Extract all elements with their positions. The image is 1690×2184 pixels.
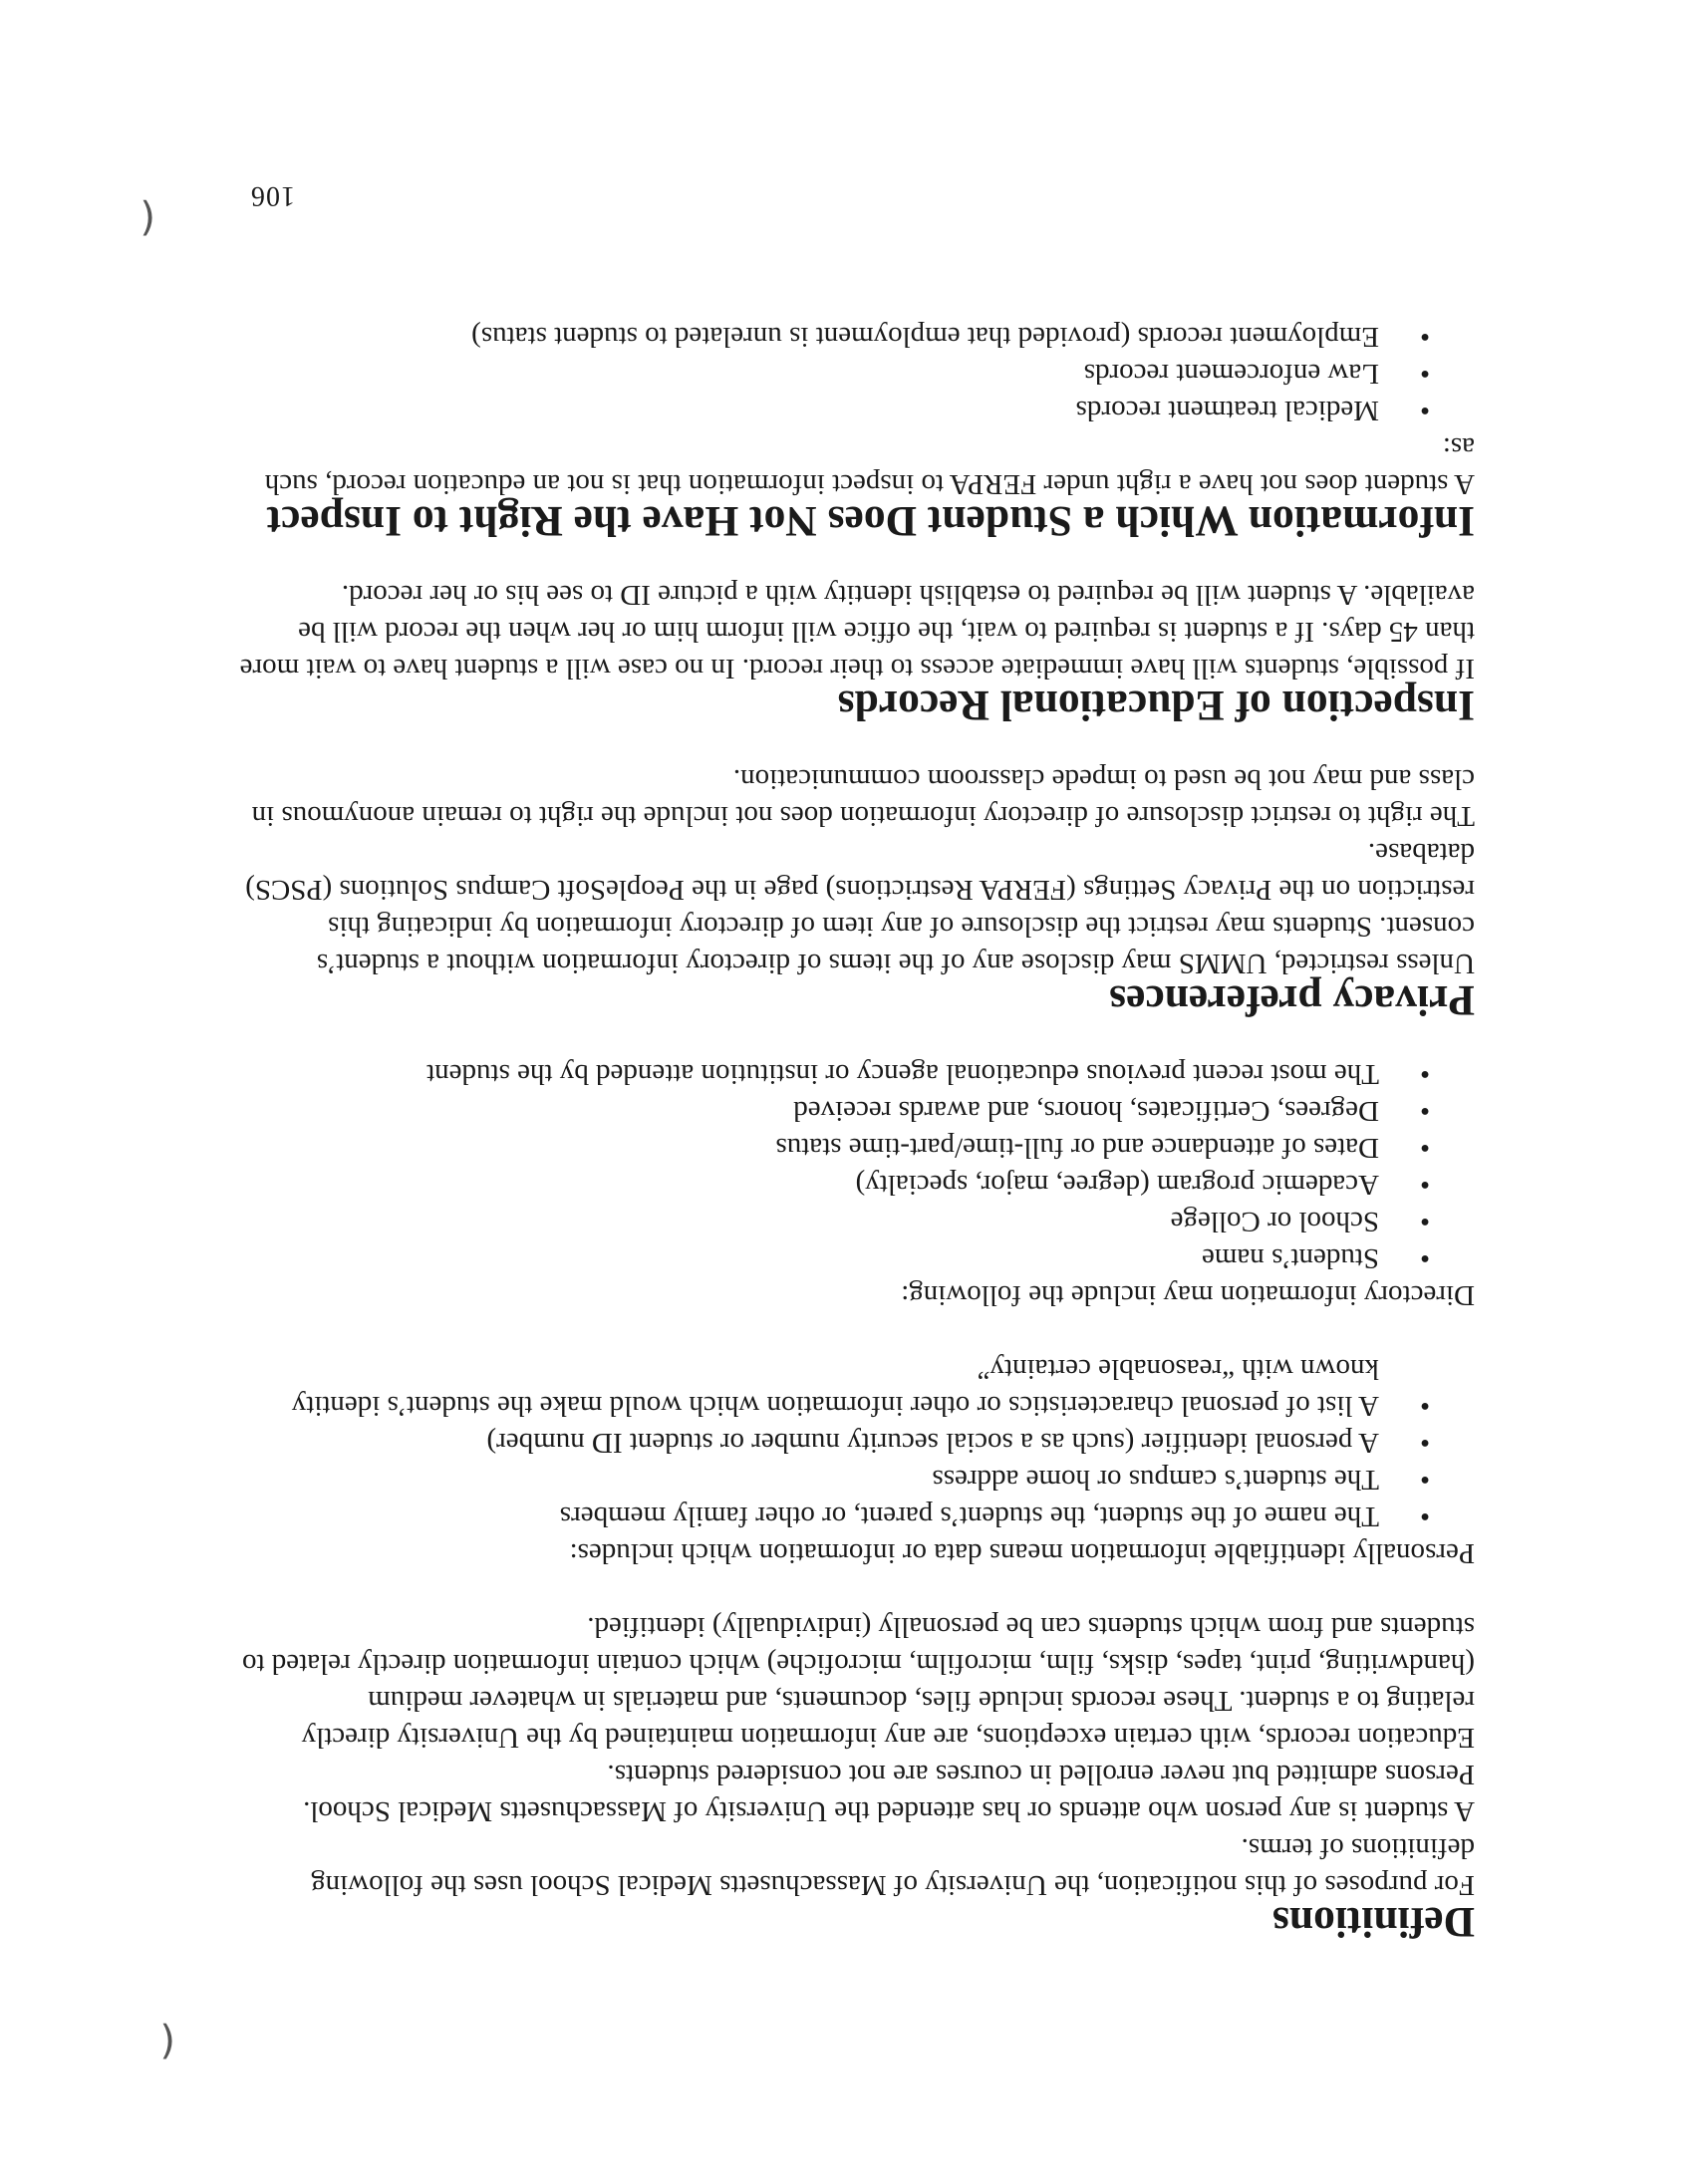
list-item-text: Medical treatment records: [1075, 395, 1379, 426]
definition-student: A student is any person who attends or has attended the University of Massachusetts Medical School. Persons admitted but never enrolled in courses are not considered students.: [303, 1759, 1475, 1827]
bullet-icon: •: [1419, 358, 1431, 390]
spacer: [239, 1313, 1475, 1350]
scan-mark-left-top: (: [159, 2019, 175, 2064]
inspection-paragraph: If possible, students will have immediate access to their record. In no case will a student have to wait more than 45 days. If a student is required to wait, the office will inform him or her when the record will be available. A student will be required to establish identity with a picture ID to see his or her record.: [239, 579, 1475, 684]
privacy-paragraph-1: Unless restricted, UMMS may disclose any of the items of directory information without a student’s consent. Students may restrict the disclosure of any item of directory information by indicating this restriction on the Privacy Settings (FERPA Restrictions) page in the PeopleSoft Campus Solutions (PSCS) database.: [245, 837, 1475, 979]
list-item: [239, 392, 1475, 428]
bullet-icon: •: [1419, 1206, 1431, 1237]
list-item-text: The name of the student, the student’s parent, or other family members: [559, 1501, 1379, 1532]
bullet-icon: •: [1419, 1501, 1431, 1532]
list-item-text: School or College: [1170, 1206, 1379, 1237]
list-item-text: The most recent previous educational agency or institution attended by the student: [426, 1058, 1379, 1090]
list-item-text: A personal identifier (such as a social security number or student ID number): [486, 1427, 1379, 1459]
scan-mark-left-bottom: (: [140, 195, 155, 241]
list-item-text: A list of personal characteristics or other information which would make the student’s identity known with “reasonable certainty”: [291, 1353, 1379, 1422]
bullet-icon: •: [1419, 1058, 1431, 1090]
list-item: [239, 1350, 1475, 1424]
list-item: [239, 318, 1475, 355]
bullet-icon: •: [1419, 1095, 1431, 1127]
definitions-intro: For purposes of this notification, the University of Massachusetts Medical School uses the following definitions of terms.: [311, 1832, 1475, 1901]
list-item-text: Student’s name: [1201, 1242, 1379, 1274]
bullet-icon: •: [1419, 395, 1431, 426]
list-item-text: Employment records (provided that employment is unrelated to student status): [471, 321, 1379, 353]
list-item: [239, 1461, 1475, 1498]
directory-information-intro: Directory information may include the following:: [901, 1279, 1475, 1311]
list-item: [239, 355, 1475, 392]
personally-identifiable-list: [239, 1350, 1475, 1534]
list-item: [239, 1129, 1475, 1166]
list-item: [239, 1203, 1475, 1239]
list-item-text: Dates of attendance and or full-time/part-time status: [775, 1132, 1379, 1164]
heading-definitions: Definitions: [1271, 1898, 1475, 1946]
heading-inspection: Inspection of Educational Records: [837, 682, 1475, 729]
definition-personally-identifiable: Personally identifiable information means data or information which includes:: [569, 1537, 1475, 1569]
list-item: [239, 1424, 1475, 1461]
spacer: [239, 1571, 1475, 1608]
list-item: [239, 1092, 1475, 1129]
list-item-text: Degrees, Certificates, honors, and awards received: [793, 1095, 1379, 1127]
definition-education-records: Education records, with certain exceptions, are any information maintained by the University directly relating to a student. These records include files, documents, and materials in whatever medium (handwriting, print, tapes, disks, film, microfilm, microfiche) which contain information directly related to students and from which students can be personally (individually) identified.: [241, 1611, 1475, 1754]
directory-information-list: [239, 1055, 1475, 1276]
bullet-icon: •: [1419, 1242, 1431, 1274]
page-number: 106: [250, 180, 295, 211]
bullet-icon: •: [1419, 1464, 1431, 1496]
list-item-text: The student’s campus or home address: [932, 1464, 1379, 1496]
list-item: [239, 1055, 1475, 1092]
privacy-paragraph-2: The right to restrict disclosure of directory information does not include the right to remain anonymous in class and may not be used to impede classroom communication.: [251, 763, 1475, 832]
list-item: [239, 1498, 1475, 1534]
heading-no-right-to-inspect: Information Which a Student Does Not Have the Right to Inspect: [266, 497, 1475, 545]
document-body: [239, 318, 1475, 1946]
list-item-text: Academic program (degree, major, specialty): [855, 1169, 1379, 1201]
no-right-paragraph: A student does not have a right under FERPA to inspect information that is not an education record, such as:: [264, 431, 1475, 500]
bullet-icon: •: [1419, 1132, 1431, 1164]
bullet-icon: •: [1419, 1427, 1431, 1459]
bullet-icon: •: [1419, 1169, 1431, 1201]
list-item: [239, 1166, 1475, 1203]
heading-privacy-preferences: Privacy preferences: [1109, 976, 1475, 1024]
list-item: [239, 1239, 1475, 1276]
bullet-icon: •: [1419, 1390, 1431, 1422]
list-item-text: Law enforcement records: [1083, 358, 1379, 390]
non-education-records-list: [239, 318, 1475, 428]
bullet-icon: •: [1419, 321, 1431, 353]
